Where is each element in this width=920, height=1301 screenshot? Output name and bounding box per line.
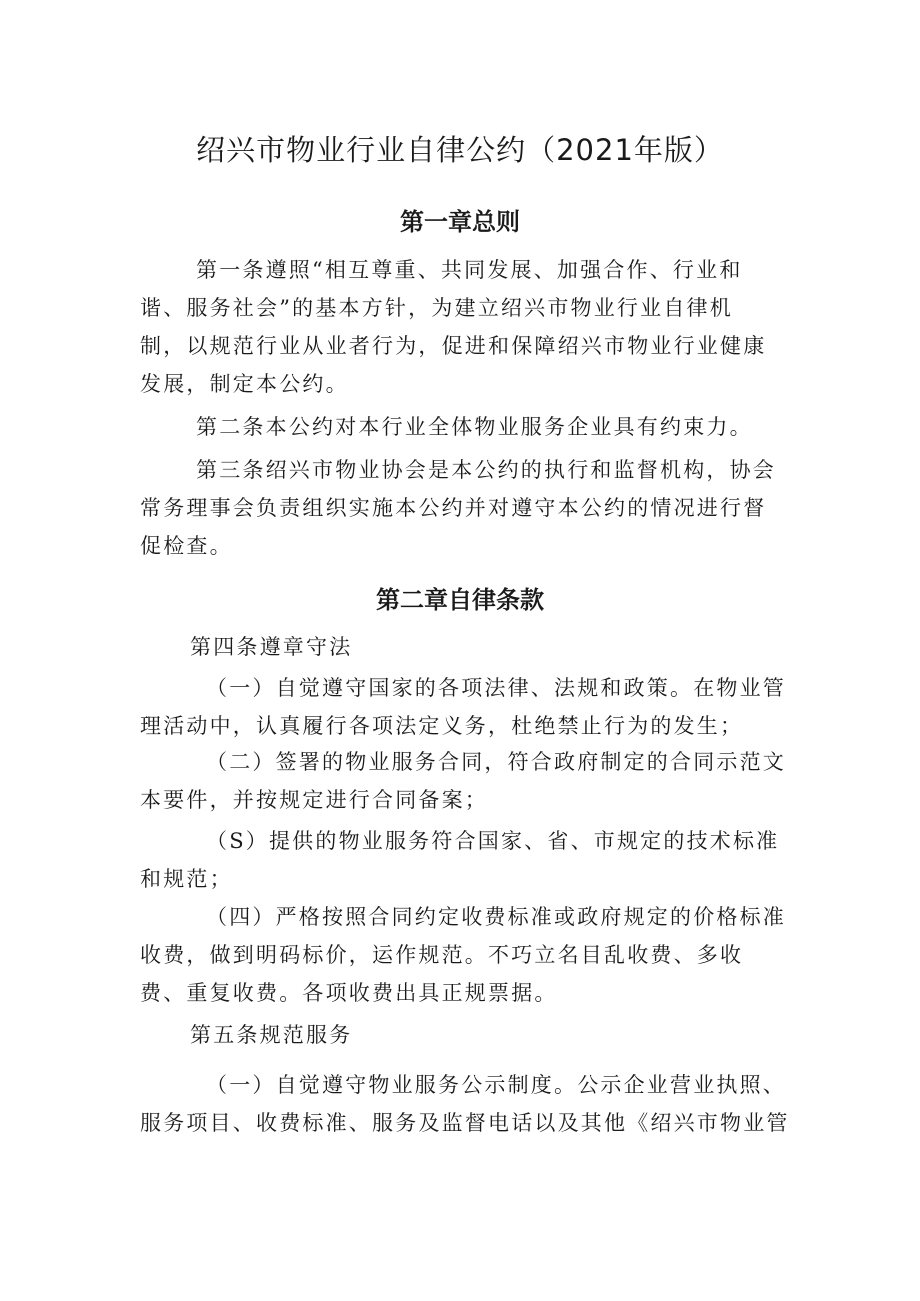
article-4-item-4-line-1: （四）严格按照合同约定收费标准或政府规定的价格标准	[206, 905, 786, 929]
article-5-item-1-line-2: 服务项目、收费标准、服务及监督电话以及其他《绍兴市物业管	[140, 1111, 790, 1135]
article-3-line-2: 常务理事会负责组织实施本公约并对遵守本公约的情况进行督	[140, 496, 767, 520]
article-5-heading: 第五条规范服务	[190, 1023, 353, 1047]
article-2-line-1: 第二条本公约对本行业全体物业服务企业具有约束力。	[196, 415, 753, 439]
article-4-item-1-line-2: 理活动中，认真履行各项法定义务，杜绝禁止行为的发生；	[140, 714, 744, 738]
article-3-line-1: 第三条绍兴市物业协会是本公约的执行和监督机构，协会	[196, 458, 776, 482]
document-title: 绍兴市物业行业自律公约（2021年版）	[196, 133, 724, 167]
article-4-item-2-line-1: （二）签署的物业服务合同，符合政府制定的合同示范文	[206, 750, 786, 774]
article-5-item-1-line-1: （一）自觉遵守物业服务公示制度。公示企业营业执照、	[206, 1073, 786, 1097]
article-4-item-4-line-2: 收费，做到明码标价，运作规范。不巧立名目乱收费、多收	[140, 943, 744, 967]
article-4-heading: 第四条遵章守法	[190, 635, 353, 659]
chapter-heading-1: 第一章总则	[400, 208, 520, 236]
article-3-line-3: 促检查。	[140, 534, 233, 558]
article-4-item-4-line-3: 费、重复收费。各项收费出具正规票据。	[140, 981, 558, 1005]
article-1-line-1: 第一条遵照“相互尊重、共同发展、加强合作、行业和	[196, 258, 743, 282]
article-4-item-2-line-2: 本要件，并按规定进行合同备案；	[140, 788, 488, 812]
article-4-item-3-line-1: （S）提供的物业服务符合国家、省、市规定的技术标准	[206, 829, 780, 853]
article-4-item-1-line-1: （一）自觉遵守国家的各项法律、法规和政策。在物业管	[206, 676, 786, 700]
chapter-heading-2: 第二章自律条款	[376, 586, 544, 614]
article-1-line-2: 谐、服务社会”的基本方针，为建立绍兴市物业行业自律机	[140, 296, 733, 320]
article-4-item-3-line-2: 和规范；	[140, 867, 233, 891]
article-1-line-3: 制，以规范行业从业者行为，促进和保障绍兴市物业行业健康	[140, 334, 767, 358]
article-1-line-4: 发展，制定本公约。	[140, 372, 349, 396]
